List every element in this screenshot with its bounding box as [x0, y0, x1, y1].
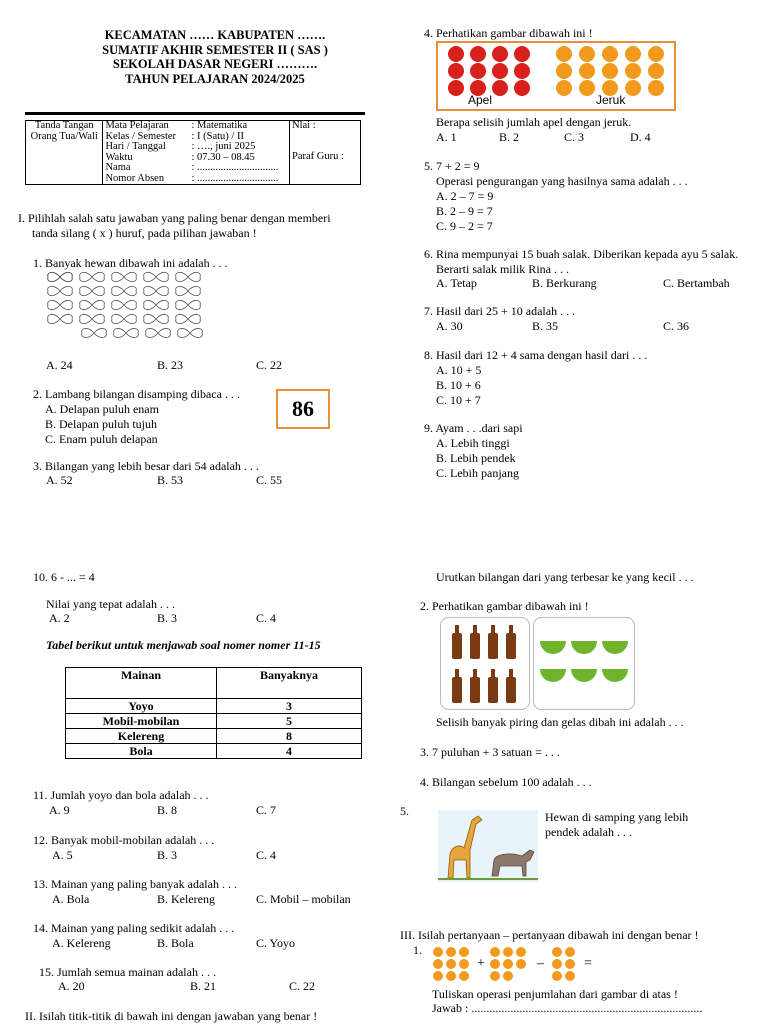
q10-option-b[interactable]: B. 3: [157, 611, 178, 625]
info-fields: Mata Pelajaran : Matematika Kelas / Semester : I (Satu) / II Hari / Tanggal : …., juni 2025 Waktu : 07.30 – 08.45 Nama : ............................... Nomor Absen : ...............................: [103, 121, 290, 185]
table-caption: Tabel berikut untuk menjawab soal nomer nomer 11-15: [46, 638, 321, 652]
header-line-3: SEKOLAH DASAR NEGERI ……….: [112, 57, 318, 71]
q6-text: 6. Rina mempunyai 15 buah salak. Diberikan kepada ayu 5 salak.: [424, 247, 739, 261]
q10-sub: Nilai yang tepat adalah . . .: [46, 597, 175, 611]
equals-sign: =: [584, 956, 592, 971]
label-apel: Apel: [468, 93, 493, 107]
s2-q3-text: 3. 7 puluhan + 3 satuan = . . .: [420, 745, 560, 759]
oranges: [556, 46, 664, 96]
q4-option-b[interactable]: B. 2: [499, 130, 520, 144]
s2-q5-num: 5.: [400, 804, 409, 818]
q15-option-b[interactable]: B. 21: [190, 979, 217, 993]
s2-q4-text: 4. Bilangan sebelum 100 adalah . . .: [420, 775, 592, 789]
q1-option-a[interactable]: A. 24: [46, 358, 73, 372]
q12-option-c[interactable]: C. 4: [256, 848, 277, 862]
toy-table: [65, 667, 362, 759]
q1-text: 1. Banyak hewan dibawah ini adalah . . .: [33, 256, 228, 270]
q9-block: [424, 421, 523, 481]
q3-option-b[interactable]: B. 53: [157, 473, 184, 487]
s3-q1-answer-line[interactable]: Jawab : .............................................................................: [432, 1001, 703, 1015]
q4-question: Berapa selisih jumlah apel dengan jeruk.: [436, 115, 632, 129]
q1-option-b[interactable]: B. 23: [157, 358, 184, 372]
orange-group-2: [490, 947, 526, 981]
signature-cell: Tanda Tangan Orang Tua/Wali: [26, 121, 103, 185]
q4-text: 4. Perhatikan gambar dibawah ini !: [424, 26, 593, 40]
table-row: Kelereng 8: [66, 729, 362, 744]
plus-sign: +: [477, 956, 485, 971]
orange-group-1: [433, 947, 469, 981]
s2-q2-text: 2. Perhatikan gambar dibawah ini !: [420, 599, 589, 613]
oranges-equation-image: [432, 944, 582, 984]
q5-option-b[interactable]: B. 2 – 9 = 7: [436, 204, 493, 218]
q12-option-b[interactable]: B. 3: [157, 848, 178, 862]
apple-orange-image: [436, 41, 676, 111]
section-2-instruction: II. Isilah titik-titik di bawah ini dengan jawaban yang benar !: [25, 1009, 318, 1023]
bottles-bowls-image: [440, 617, 636, 711]
q4-option-d[interactable]: D. 4: [630, 130, 651, 144]
q15-option-a[interactable]: A. 20: [58, 979, 85, 993]
q8-option-c[interactable]: C. 10 + 7: [436, 393, 481, 407]
q7-option-b[interactable]: B. 35: [532, 319, 559, 333]
s2-q1-text: Urutkan bilangan dari yang terbesar ke yang kecil . . .: [436, 570, 694, 584]
butterflies-image: [46, 270, 214, 342]
s2-q2-sub: Selisih banyak piring dan gelas dibah ini adalah . . .: [436, 715, 684, 729]
q13-option-c[interactable]: C. Mobil – mobilan: [256, 892, 351, 906]
q14-option-a[interactable]: A. Kelereng: [52, 936, 111, 950]
q10-option-c[interactable]: C. 4: [256, 611, 277, 625]
q8-text: 8. Hasil dari 12 + 4 sama dengan hasil dari . . .: [424, 348, 648, 362]
q3-text: 3. Bilangan yang lebih besar dari 54 adalah . . .: [33, 459, 259, 473]
q9-text: 9. Ayam . . .dari sapi: [424, 421, 523, 435]
header-line-1: KECAMATAN …… KABUPATEN …….: [104, 28, 326, 42]
q11-text: 11. Jumlah yoyo dan bola adalah . . .: [33, 788, 209, 802]
header-line-4: TAHUN PELAJARAN 2024/2025: [125, 71, 305, 86]
q13-text: 13. Mainan yang paling banyak adalah . . .: [33, 877, 237, 891]
q4-option-a[interactable]: A. 1: [436, 130, 457, 144]
q6-option-c[interactable]: C. Bertambah: [663, 276, 730, 290]
q5-block: [424, 159, 688, 234]
q10-text: 10. 6 - ... = 4: [33, 570, 95, 584]
q2-option-c[interactable]: C. Enam puluh delapan: [45, 432, 158, 446]
q13-option-b[interactable]: B. Kelereng: [157, 892, 215, 906]
label-jeruk: Jeruk: [596, 93, 626, 107]
q12-text: 12. Banyak mobil-mobilan adalah . . .: [33, 833, 215, 847]
q14-text: 14. Mainan yang paling sedikit adalah . . .: [33, 921, 235, 935]
s3-q1-text: Tuliskan operasi penjumlahan dari gambar di atas !: [432, 987, 678, 1001]
apples: [448, 46, 530, 96]
absen-field[interactable]: : ...............................: [191, 172, 279, 184]
name-field[interactable]: : ...............................: [191, 162, 279, 173]
table-row: Yoyo 3: [66, 699, 362, 714]
q6-block: [424, 247, 738, 277]
section-3-instruction: III. Isilah pertanyaan – pertanyaan dibawah ini dengan benar !: [400, 928, 699, 942]
q3-option-a[interactable]: A. 52: [46, 473, 73, 487]
q9-option-b[interactable]: B. Lebih pendek: [436, 451, 516, 465]
q7-option-c[interactable]: C. 36: [663, 319, 690, 333]
q6-sub: Berarti salak milik Rina . . .: [436, 262, 569, 276]
q7-text: 7. Hasil dari 25 + 10 adalah . . .: [424, 304, 576, 318]
q9-option-a[interactable]: A. Lebih tinggi: [436, 436, 510, 450]
s3-q1-num: 1.: [413, 943, 422, 957]
grade-cell: Nlai : Paraf Guru :: [292, 120, 344, 162]
q8-option-b[interactable]: B. 10 + 6: [436, 378, 481, 392]
section-1-instruction: I. Pilihlah salah satu jawaban yang paling benar dengan memberi tanda silang ( x ) huruf, pada pilihan jawaban !: [18, 211, 331, 240]
giraffe-horse-image: [438, 810, 538, 882]
q13-option-a[interactable]: A. Bola: [52, 892, 90, 906]
q6-option-a[interactable]: A. Tetap: [436, 276, 477, 290]
toy-table-header-mainan: Mainan: [66, 668, 217, 699]
q4-option-c[interactable]: C. 3: [564, 130, 585, 144]
q5-option-c[interactable]: C. 9 – 2 = 7: [436, 219, 493, 233]
butterfly-grid: [48, 272, 203, 337]
q5-sub: Operasi pengurangan yang hasilnya sama adalah . . .: [436, 174, 688, 188]
orange-group-3: [552, 947, 575, 981]
q9-option-c[interactable]: C. Lebih panjang: [436, 466, 519, 480]
q11-option-b[interactable]: B. 8: [157, 803, 178, 817]
q14-option-b[interactable]: B. Bola: [157, 936, 194, 950]
q3-option-c[interactable]: C. 55: [256, 473, 283, 487]
s2-q5-text: Hewan di samping yang lebih pendek adalah . . .: [545, 810, 689, 839]
q15-option-c[interactable]: C. 22: [289, 979, 316, 993]
student-info-table: [25, 120, 361, 185]
number-box: 86: [276, 389, 330, 429]
q5-text: 5. 7 + 2 = 9: [424, 159, 480, 173]
minus-sign: –: [537, 956, 544, 971]
header-divider: [25, 112, 365, 115]
school-header: [65, 28, 365, 86]
header-line-2: SUMATIF AKHIR SEMESTER II ( SAS ): [102, 42, 328, 57]
toy-table-header-banyaknya: Banyaknya: [217, 668, 362, 699]
q10-option-a[interactable]: A. 2: [49, 611, 70, 625]
q1-option-c[interactable]: C. 22: [256, 358, 283, 372]
q12-option-a[interactable]: A. 5: [52, 848, 73, 862]
q11-option-a[interactable]: A. 9: [49, 803, 70, 817]
q11-option-c[interactable]: C. 7: [256, 803, 277, 817]
q7-option-a[interactable]: A. 30: [436, 319, 463, 333]
q2-option-a[interactable]: A. Delapan puluh enam: [45, 402, 159, 416]
table-row: Bola 4: [66, 744, 362, 759]
q14-option-c[interactable]: C. Yoyo: [256, 936, 296, 950]
q8-option-a[interactable]: A. 10 + 5: [436, 363, 482, 377]
q8-block: [424, 348, 647, 408]
q2-text: 2. Lambang bilangan disamping dibaca . . .: [33, 387, 240, 401]
table-row: Mobil-mobilan 5: [66, 714, 362, 729]
q15-text: 15. Jumlah semua mainan adalah . . .: [39, 965, 216, 979]
q6-option-b[interactable]: B. Berkurang: [532, 276, 597, 290]
q2-option-b[interactable]: B. Delapan puluh tujuh: [45, 417, 157, 431]
q5-option-a[interactable]: A. 2 – 7 = 9: [436, 189, 494, 203]
q2-block: [33, 387, 240, 447]
